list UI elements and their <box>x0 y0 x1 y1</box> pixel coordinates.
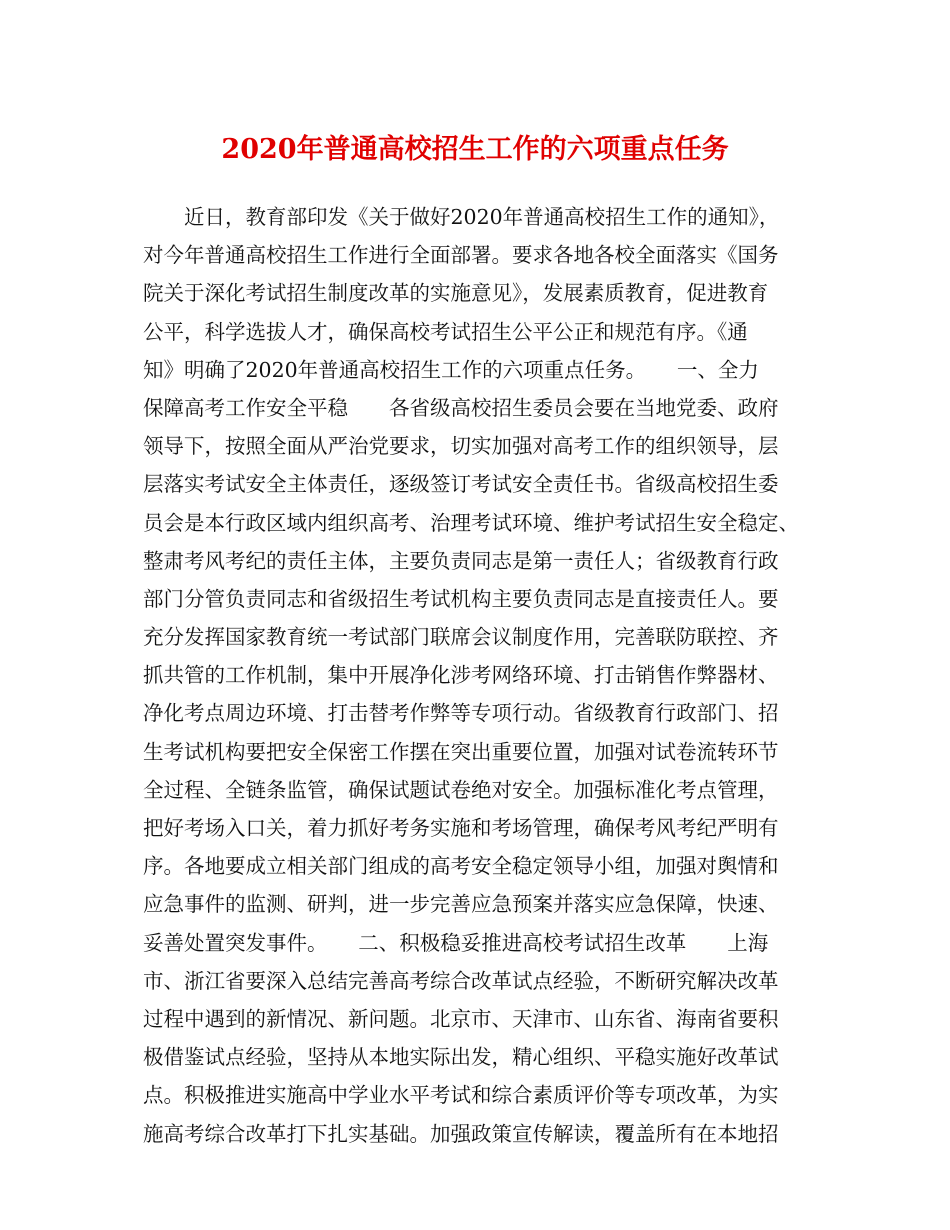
body-line: 整肃考风考纪的责任主体，主要负责同志是第一责任人；省级教育行政 <box>143 548 779 573</box>
body-line: 知》明确了2020年普通高校招生工作的六项重点任务。 一、全力 <box>143 357 759 382</box>
body-line: 保障高考工作安全平稳 各省级高校招生委员会要在当地党委、政府 <box>143 395 779 420</box>
body-line: 院关于深化考试招生制度改革的实施意见》，发展素质教育，促进教育 <box>143 281 769 306</box>
document-title: 2020年普通高校招生工作的六项重点任务 <box>221 134 729 165</box>
body-line: 市、浙江省要深入总结完善高考综合改革试点经验，不断研究解决改革 <box>143 968 779 993</box>
body-line: 序。各地要成立相关部门组成的高考安全稳定领导小组，加强对舆情和 <box>143 854 779 879</box>
body-line: 员会是本行政区域内组织高考、治理考试环境、维护考试招生安全稳定、 <box>143 510 799 535</box>
body-line: 净化考点周边环境、打击替考作弊等专项行动。省级教育行政部门、招 <box>143 701 779 726</box>
body-line: 妥善处置突发事件。 二、积极稳妥推进高校考试招生改革 上海 <box>143 930 769 955</box>
body-line: 施高考综合改革打下扎实基础。加强政策宣传解读，覆盖所有在本地招 <box>143 1121 779 1146</box>
body-line: 充分发挥国家教育统一考试部门联席会议制度作用，完善联防联控、齐 <box>143 625 779 650</box>
body-line: 部门分管负责同志和省级招生考试机构主要负责同志是直接责任人。要 <box>143 586 779 611</box>
body-line: 把好考场入口关，着力抓好考务实施和考场管理，确保考风考纪严明有 <box>143 816 779 840</box>
body-line: 极借鉴试点经验，坚持从本地实际出发，精心组织、平稳实施好改革试 <box>143 1045 779 1070</box>
body-line: 点。积极推进实施高中学业水平考试和综合素质评价等专项改革，为实 <box>143 1083 779 1108</box>
body-line: 领导下，按照全面从严治党要求，切实加强对高考工作的组织领导，层 <box>143 434 779 459</box>
body-line: 层落实考试安全主体责任，逐级签订考试安全责任书。省级高校招生委 <box>143 472 779 497</box>
body-line: 近日，教育部印发《关于做好2020年普通高校招生工作的通知》， <box>184 205 780 229</box>
body-line: 生考试机构要把安全保密工作摆在突出重要位置，加强对试卷流转环节 <box>143 739 779 764</box>
document-body <box>143 198 835 1153</box>
body-line: 过程中遇到的新情况、新问题。北京市、天津市、山东省、海南省要积 <box>143 1006 779 1031</box>
body-line: 对今年普通高校招生工作进行全面部署。要求各地各校全面落实《国务 <box>143 243 779 268</box>
body-line: 应急事件的监测、研判，进一步完善应急预案并落实应急保障，快速、 <box>143 892 779 917</box>
body-line: 抓共管的工作机制，集中开展净化涉考网络环境、打击销售作弊器材、 <box>143 663 779 688</box>
body-line: 全过程、全链条监管，确保试题试卷绝对安全。加强标准化考点管理， <box>143 777 779 802</box>
body-line: 公平，科学选拔人才，确保高校考试招生公平公正和规范有序。《通 <box>143 319 748 344</box>
